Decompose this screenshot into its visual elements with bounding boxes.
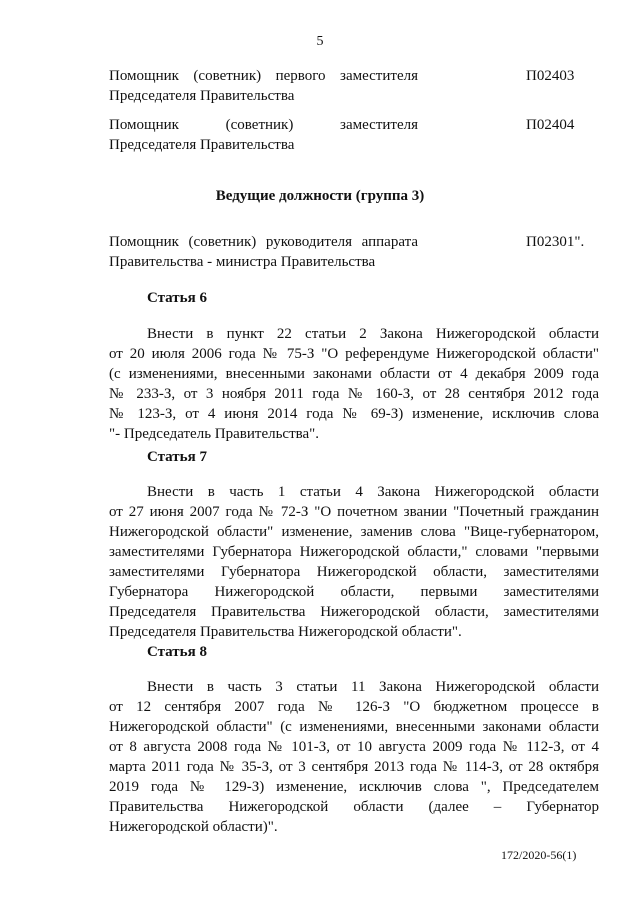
paragraph-line: Губернатора Нижегородской области, первыми заместителями	[109, 584, 599, 600]
article-paragraph	[109, 677, 599, 837]
group-heading: Ведущие должности (группа 3)	[215, 188, 425, 204]
position-entry	[109, 115, 418, 155]
paragraph-line: Нижегородской области" (с изменениями, внесенными законами области	[109, 719, 599, 735]
paragraph-line: № 233-З, от 3 ноября 2011 года № 160-З, от 28 сентября 2012 года	[109, 386, 599, 402]
paragraph-line: Нижегородской области)".	[109, 819, 278, 835]
paragraph-line: от 27 июня 2007 года № 72-З "О почетном звании "Почетный гражданин	[109, 504, 599, 520]
position-entry	[109, 232, 418, 272]
article-heading: Статья 6	[147, 290, 207, 306]
article-heading: Статья 7	[147, 449, 207, 465]
paragraph-line: 2019 года № 129-З) изменение, исключив слова ", Председателем	[109, 779, 599, 795]
paragraph-line: Внести в пункт 22 статьи 2 Закона Нижегородской области	[147, 326, 599, 342]
position-title-line: Председателя Правительства	[109, 88, 295, 104]
article-paragraph	[109, 324, 599, 444]
position-title-line: Помощник (советник) заместителя	[109, 117, 418, 133]
paragraph-line: Председателя Правительства Нижегородской области, заместителями	[109, 604, 599, 620]
paragraph-line: марта 2011 года № 35-З, от 3 сентября 2013 года № 114-З, от 28 октября	[109, 759, 599, 775]
position-entry	[109, 66, 418, 106]
position-title-line: Правительства - министра Правительства	[109, 254, 376, 270]
position-code: П02403	[526, 68, 575, 84]
paragraph-line: от 20 июля 2006 года № 75-З "О референдуме Нижегородской области"	[109, 346, 599, 362]
document-code-footer: 172/2020-56(1)	[501, 848, 577, 862]
paragraph-line: от 12 сентября 2007 года № 126-З "О бюджетном процессе в	[109, 699, 599, 715]
paragraph-line: заместителями Губернатора Нижегородской области," словами "первыми	[109, 544, 599, 560]
position-title-line: Помощник (советник) первого заместителя	[109, 68, 418, 84]
page-number: 5	[316, 34, 324, 49]
paragraph-line: "- Председатель Правительства".	[109, 426, 320, 442]
paragraph-line: Правительства Нижегородской области (далее – Губернатор	[109, 799, 599, 815]
paragraph-line: Нижегородской области" изменение, заменив слова "Вице-губернатором,	[109, 524, 599, 540]
position-title-line: Помощник (советник) руководителя аппарата	[109, 234, 418, 250]
article-paragraph	[109, 482, 599, 642]
paragraph-line: заместителями Губернатора Нижегородской области, заместителями	[109, 564, 599, 580]
paragraph-line: от 8 августа 2008 года № 101-З, от 10 августа 2009 года № 112-З, от 4	[109, 739, 599, 755]
position-code: П02404	[526, 117, 575, 133]
paragraph-line: Председателя Правительства Нижегородской области".	[109, 624, 462, 640]
position-title-line: Председателя Правительства	[109, 137, 295, 153]
paragraph-line: (с изменениями, внесенными законами области от 4 декабря 2009 года	[109, 366, 599, 382]
paragraph-line: Внести в часть 1 статьи 4 Закона Нижегородской области	[147, 484, 599, 500]
paragraph-line: № 123-З, от 4 июня 2014 года № 69-З) изменение, исключив слова	[109, 406, 599, 422]
paragraph-line: Внести в часть 3 статьи 11 Закона Нижегородской области	[147, 679, 599, 695]
position-code: П02301".	[526, 234, 585, 250]
article-heading: Статья 8	[147, 644, 207, 660]
